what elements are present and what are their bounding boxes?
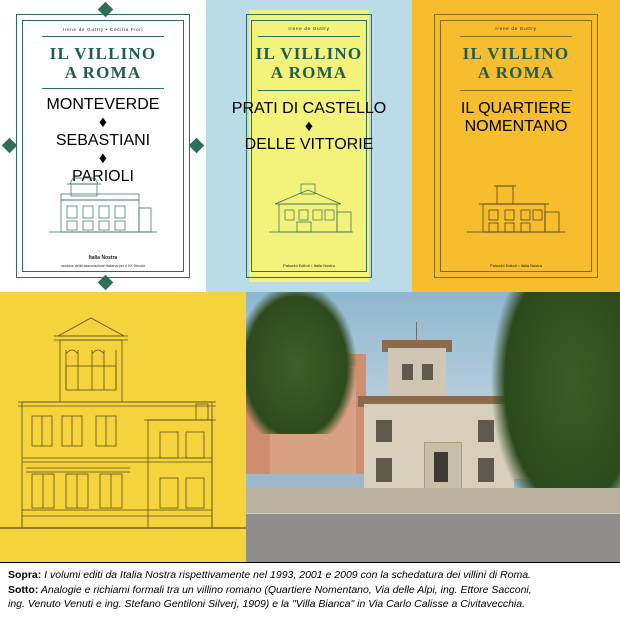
- cover-publisher-sub: sezione della associazione italiana per il XX Secolo: [61, 264, 145, 268]
- caption-label-sopra: Sopra:: [8, 569, 42, 581]
- caption-divider: [0, 562, 620, 563]
- photo-door: [434, 452, 448, 482]
- cover-publisher: [0, 254, 206, 270]
- villino-line-drawing-icon: [461, 178, 571, 240]
- cover-subtitle-line: PARIOLI: [72, 168, 134, 185]
- cover-title-line1: IL VILLINO: [462, 44, 570, 63]
- villino-line-drawing-icon: [259, 176, 359, 240]
- cover-subtitle-bullet: ♦: [98, 150, 108, 167]
- caption-line-2: [8, 583, 612, 598]
- cover-title-line1: IL VILLINO: [49, 44, 157, 63]
- photo-window: [422, 364, 433, 380]
- cover-subtitle-line: DELLE VITTORIE: [244, 136, 374, 153]
- book-cover-1: [0, 0, 206, 292]
- cover-title-line2: A ROMA: [270, 63, 348, 82]
- cover-subtitle: [0, 96, 206, 186]
- caption-label-sotto: Sotto:: [8, 583, 39, 596]
- photo-window: [402, 364, 413, 380]
- cover-author: Irene de Guttry • Cecilia Fiori: [62, 27, 144, 32]
- cover-title-line2: A ROMA: [477, 63, 555, 82]
- villino-elevation-drawing: [0, 292, 246, 562]
- cover-credit: Palombi Editori • Italia Nostra: [490, 263, 542, 268]
- cover-title: [206, 44, 412, 82]
- figure-caption: [0, 562, 620, 642]
- cover-title: [412, 44, 620, 82]
- cover-subtitle-line: PRATI DI CASTELLO: [231, 100, 387, 117]
- photo-wall: [246, 488, 620, 514]
- cover-title: [0, 44, 206, 82]
- caption-text-sotto: Analogie e richiami formali tra un villino romano (Quartiere Nomentano, Via delle Alpi, ing. Ettore Sacconi,: [38, 583, 532, 596]
- villa-bianca-photo: [246, 292, 620, 562]
- cover-title-line1: IL VILLINO: [255, 44, 363, 63]
- cover-subtitle-bullet: ♦: [304, 118, 314, 135]
- book-cover-3: [412, 0, 620, 292]
- book-covers-row: [0, 0, 620, 292]
- photo-tree-left: [246, 292, 356, 434]
- book-cover-2: [206, 0, 412, 292]
- cover-author: Irene de Guttry: [495, 26, 537, 31]
- caption-line-3: ing. Venuto Venuti e ing. Stefano Gentiloni Silverj, 1909) e la "Villa Bianca" in Via Carlo Calisse a Civitavecchia.: [8, 598, 525, 611]
- cover-author: Irene de Guttry: [288, 26, 330, 31]
- photo-road: [246, 514, 620, 562]
- cover-publisher-name: Italia Nostra: [88, 255, 118, 261]
- caption-text-sopra: I volumi editi da Italia Nostra rispettivamente nel 1993, 2001 e 2009 con la schedatura dei villini di Roma.: [41, 569, 531, 581]
- cover-subtitle-line: MONTEVERDE: [46, 96, 160, 113]
- cover-subtitle: [412, 100, 620, 136]
- cover-title-line2: A ROMA: [64, 63, 142, 82]
- photo-window: [376, 420, 392, 442]
- cover-subtitle-bullet: ♦: [98, 114, 108, 131]
- photo-window: [376, 458, 392, 482]
- elevation-drawing-svg: [0, 292, 246, 562]
- comparison-images-row: [0, 292, 620, 562]
- cover-subtitle-line: SEBASTIANI: [55, 132, 151, 149]
- caption-line-1: [8, 568, 612, 583]
- cover-subtitle-line: IL QUARTIERE: [460, 100, 572, 117]
- cover-subtitle-line: NOMENTANO: [464, 118, 568, 135]
- villino-line-drawing-icon: [43, 174, 163, 240]
- cover-credit: Palombi Editori • Italia Nostra: [283, 263, 335, 268]
- cover-subtitle: [206, 100, 412, 154]
